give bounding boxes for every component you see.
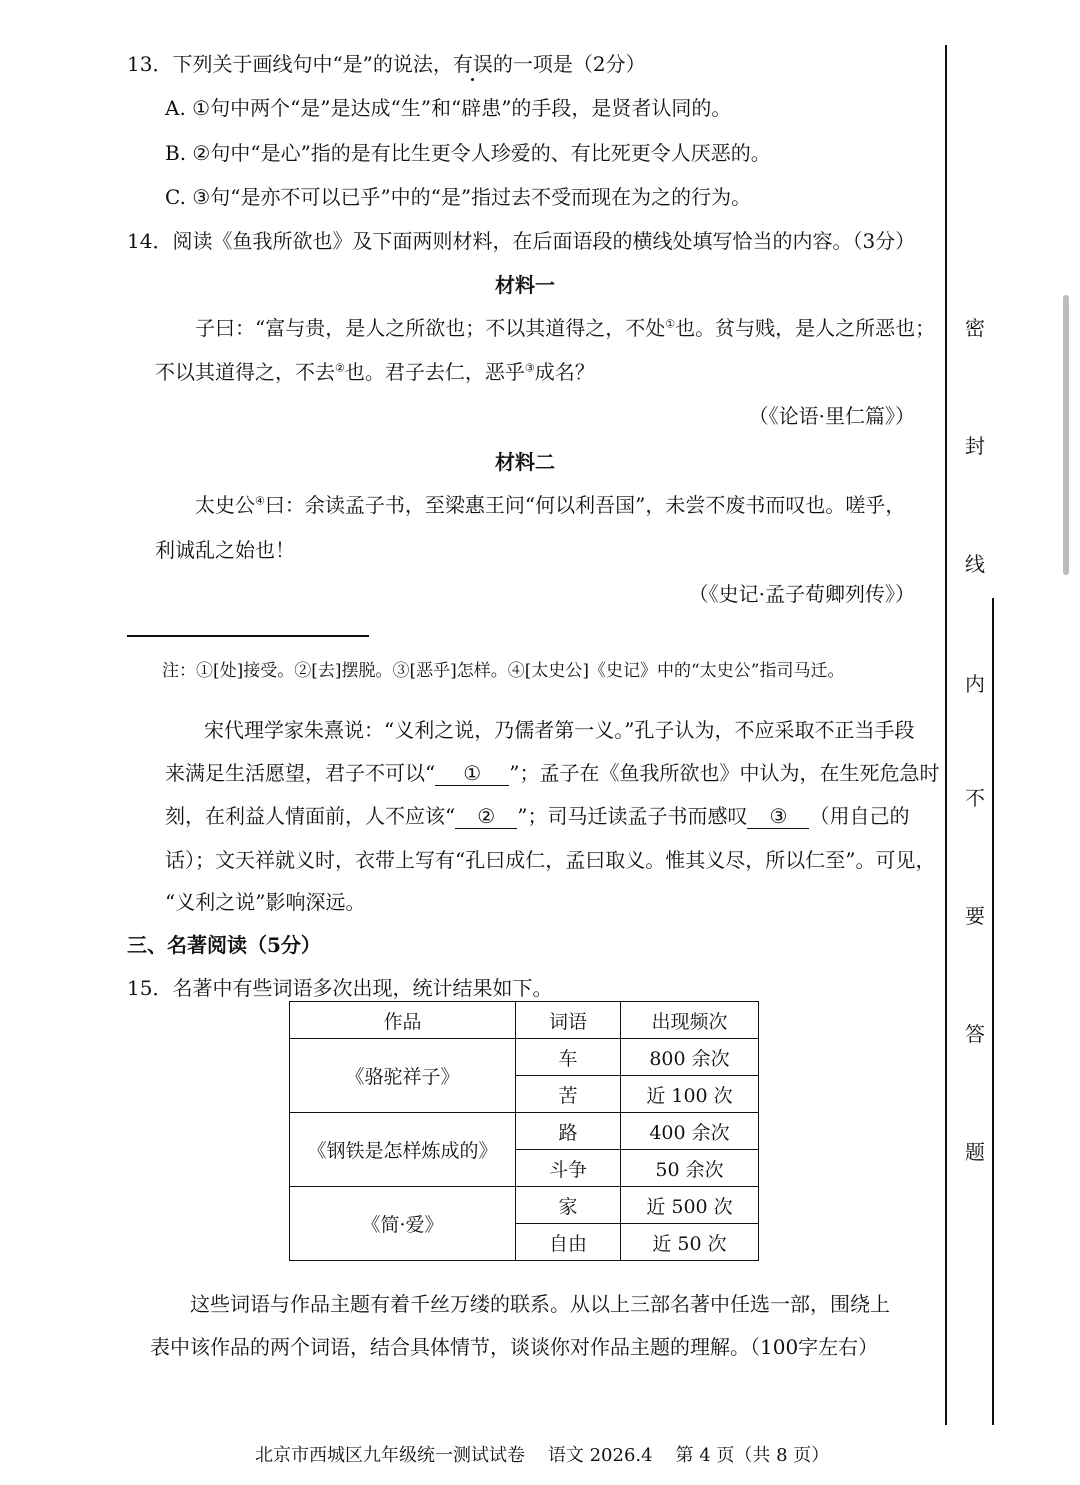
section-3-heading: 三、名著阅读（5分）	[127, 933, 321, 957]
binding-char: 答	[965, 1022, 985, 1046]
binding-line-right	[992, 598, 994, 1425]
frequency-cell: 近 50 次	[621, 1224, 759, 1261]
q15-stem: 15．名著中有些词语多次出现，统计结果如下。	[127, 976, 553, 1000]
work-cell: 《简·爱》	[290, 1187, 516, 1261]
work-cell: 《骆驼祥子》	[290, 1039, 516, 1113]
scrollbar-thumb[interactable]	[1063, 295, 1069, 575]
paragraph-line-4: 话）；文天祥就义时，衣带上写有“孔曰成仁，孟曰取义。惟其义尽，所以仁至”。可见，	[165, 848, 936, 872]
q13-stem: 13．下列关于画线句中“是”的说法，有误的一项是（2分）	[127, 52, 646, 76]
q13-option-a: A. ①句中两个“是”是达成“生”和“辟患”的手段，是贤者认同的。	[165, 96, 732, 120]
frequency-cell: 400 余次	[621, 1113, 759, 1150]
binding-char: 密	[965, 316, 985, 340]
word-cell: 斗争	[516, 1150, 621, 1187]
binding-char: 要	[965, 904, 985, 928]
paragraph-line-1: 宋代理学家朱熹说：“义利之说，乃儒者第一义。”孔子认为，不应采取不正当手段	[204, 718, 915, 742]
material-2-line-2: 利诚乱之始也！	[155, 538, 295, 562]
frequency-cell: 50 余次	[621, 1150, 759, 1187]
paragraph-line-3: 刻，在利益人情面前，人不应该“ ② ”；司马迁读孟子书而感叹 ③ （用自己的	[165, 804, 910, 828]
note: 注：①[处]接受。②[去]摆脱。③[恶乎]怎样。④[太史公]《史记》中的“太史公”指司马迁。	[162, 661, 845, 681]
q13-option-b: B. ②句中“是心”指的是有比生更令人珍爱的、有比死更令人厌恶的。	[165, 141, 771, 165]
blank-3[interactable]: ③	[747, 804, 809, 829]
blank-1[interactable]: ①	[435, 761, 509, 786]
frequency-cell: 近 100 次	[621, 1076, 759, 1113]
table-row	[290, 1187, 759, 1224]
word-cell: 家	[516, 1187, 621, 1224]
header-frequency: 出现频次	[621, 1002, 759, 1039]
material-1-source: （《论语·里仁篇》）	[748, 404, 915, 428]
word-cell: 自由	[516, 1224, 621, 1261]
word-frequency-table	[289, 1001, 759, 1261]
table-row	[290, 1039, 759, 1076]
q13-option-c: C. ③句“是亦不可以已乎”中的“是”指过去不受而现在为之的行为。	[165, 185, 752, 209]
header-work: 作品	[290, 1002, 516, 1039]
material-1-line-2: 不以其道得之，不去②也。君子去仁，恶乎③成名？	[155, 360, 595, 384]
table-header-row	[290, 1002, 759, 1039]
binding-char: 封	[965, 434, 985, 458]
note-divider	[127, 635, 369, 637]
binding-char: 题	[965, 1140, 985, 1164]
word-cell: 车	[516, 1039, 621, 1076]
work-cell: 《钢铁是怎样炼成的》	[290, 1113, 516, 1187]
paragraph-line-2: 来满足生活愿望，君子不可以“ ① ”；孟子在《鱼我所欲也》中认为，在生死危急时	[165, 761, 940, 785]
page-footer: 北京市西城区九年级统一测试试卷 语文 2026.4 第 4 页（共 8 页）	[255, 1445, 830, 1466]
binding-char: 线	[965, 552, 985, 576]
word-cell: 路	[516, 1113, 621, 1150]
word-cell: 苦	[516, 1076, 621, 1113]
header-word: 词语	[516, 1002, 621, 1039]
q14-stem: 14．阅读《鱼我所欲也》及下面两则材料，在后面语段的横线处填写恰当的内容。（3分）	[127, 229, 916, 253]
material-2-line-1: 太史公④曰：余读孟子书，至梁惠王问“何以利吾国”，未尝不废书而叹也。嗟乎，	[195, 493, 906, 517]
binding-line-left	[945, 45, 947, 1425]
table-row	[290, 1113, 759, 1150]
material-2-title: 材料二	[495, 450, 555, 474]
material-1-title: 材料一	[495, 273, 555, 297]
material-2-source: （《史记·孟子荀卿列传》）	[688, 582, 915, 606]
q15-task-line-1: 这些词语与作品主题有着千丝万缕的联系。从以上三部名著中任选一部，围绕上	[190, 1292, 890, 1316]
binding-char: 内	[965, 672, 985, 696]
blank-2[interactable]: ②	[455, 804, 517, 829]
binding-char: 不	[965, 786, 985, 810]
frequency-cell: 800 余次	[621, 1039, 759, 1076]
paragraph-line-5: “义利之说”影响深远。	[165, 890, 366, 914]
q13-emphasis: 有误	[452, 52, 493, 76]
q15-task-line-2: 表中该作品的两个词语，结合具体情节，谈谈你对作品主题的理解。（100字左右）	[150, 1335, 879, 1359]
frequency-cell: 近 500 次	[621, 1187, 759, 1224]
material-1-line-1: 子曰：“富与贵，是人之所欲也；不以其道得之，不处①也。贫与贱，是人之所恶也；	[195, 316, 936, 340]
